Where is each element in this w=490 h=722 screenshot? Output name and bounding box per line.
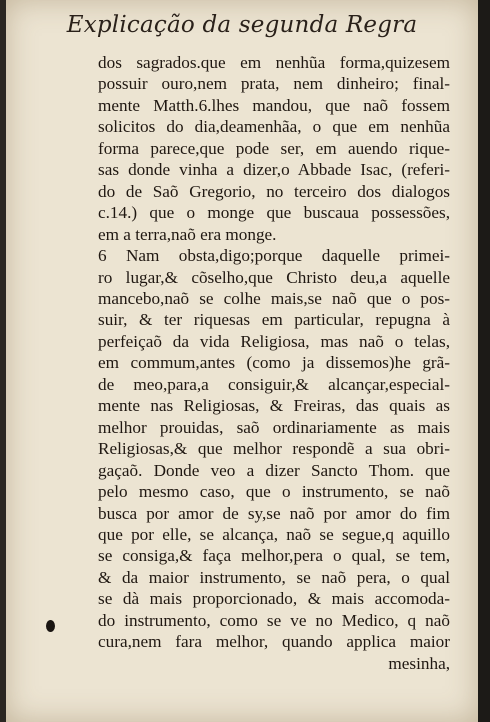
- text-line: do instrumento, como se ve no Medico, q naõ: [98, 610, 450, 630]
- book-page: [6, 0, 478, 722]
- text-line: 6 Nam obsta,digo;porque daquelle primei-: [98, 246, 450, 266]
- text-line: dos sagrados.que em nenhũa forma,quizesem: [98, 53, 450, 72]
- text-line: mesinha,: [388, 653, 450, 673]
- text-line: em a terra,naõ era monge.: [98, 224, 277, 244]
- running-header: Explicação da segunda Regra: [66, 12, 418, 38]
- text-line: mancebo,naõ se colhe mais,se naõ que o pos-: [98, 288, 450, 308]
- text-line: sas donde vinha a dizer,o Abbade Isac, (referi-: [98, 160, 450, 180]
- text-line: Religiosas,& que melhor respondẽ a sua obri-: [98, 439, 450, 459]
- text-line: possuir ouro,nem prata, nem dinheiro; final-: [98, 74, 450, 94]
- text-line: de meo,para,a consiguir,& alcançar,especial-: [98, 374, 450, 394]
- body-text: [98, 52, 450, 674]
- text-line: ro lugar,& cõselho,que Christo deu,a aquelle: [98, 267, 450, 287]
- text-line: gaçaõ. Donde veo a dizer Sancto Thom. que: [98, 460, 450, 480]
- text-line: perfeiçaõ da vida Religiosa, mas naõ o telas,: [98, 331, 450, 351]
- text-line: melhor prouidas, saõ ordinariamente as mais: [98, 417, 450, 437]
- text-line: & da maior instrumento, se naõ pera, o qual: [98, 567, 450, 587]
- text-line: em commum,antes (como ja dissemos)he grã-: [98, 353, 450, 373]
- text-line: pelo mesmo caso, que o instrumento, se naõ: [98, 482, 450, 502]
- text-line: do de Saõ Gregorio, no terceiro dos dialogos: [98, 181, 450, 201]
- text-line: mente nas Religiosas, & Freiras, das quais as: [98, 396, 450, 416]
- text-line: mente Matth.6.lhes mandou, que naõ fossem: [98, 95, 450, 115]
- text-line: c.14.) que o monge que buscaua possessões,: [98, 203, 450, 223]
- ink-blot: [46, 620, 55, 632]
- page-edge: [478, 0, 490, 722]
- text-line: se consiga,& faça melhor,pera o qual, se tem,: [98, 546, 450, 566]
- text-line: busca por amor de sy,se naõ por amor do fim: [98, 503, 450, 523]
- text-line: forma parece,que pode ser, em auendo rique-: [98, 138, 450, 158]
- text-line: se dà mais proporcionado, & mais accomoda-: [98, 589, 450, 609]
- text-line: cura,nem fara melhor, quando applica maior: [98, 632, 450, 652]
- text-line: solicitos do dia,deamenhãa, o que em nenhũa: [98, 117, 450, 137]
- text-line: que por elle, se alcança, naõ se segue,q aquillo: [98, 524, 450, 544]
- text-line: suir, & ter riquesas em particular, repugna à: [98, 310, 450, 330]
